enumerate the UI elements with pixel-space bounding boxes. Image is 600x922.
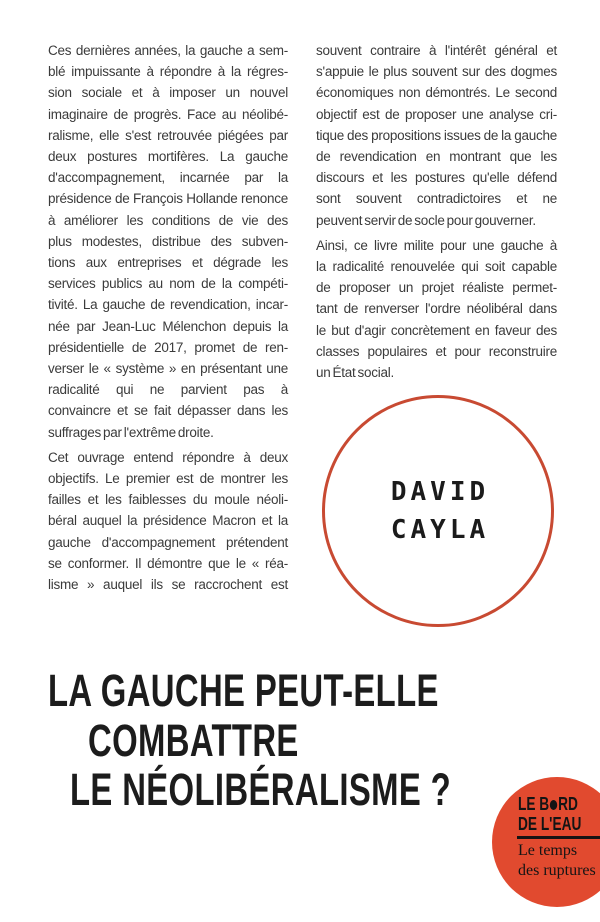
text-line: radicalité qui ne parvient pas à [48, 382, 288, 398]
text-line: discours et les postures qu'elle défend [316, 170, 557, 186]
imprint-line1: Le temps [518, 842, 578, 859]
text-line: présidentielle de 2017, promet de ren- [48, 339, 288, 355]
text-line: suffrages par l'extrême droite. [48, 424, 214, 440]
publisher-name [518, 794, 581, 833]
text-line: tant de renverser l'ordre néolibéral dans [316, 301, 557, 317]
text-line: failles et les faiblesses du moule néoli- [48, 492, 288, 508]
text-line: peuvent servir de socle pour gouverner. [316, 212, 536, 228]
text-line: gauche d'accompagnement prétendent [48, 534, 288, 550]
text-line: de revendication en montrant que les [316, 149, 557, 165]
publisher-name-line2: DE L'EAU [518, 812, 582, 834]
paragraph [48, 447, 288, 595]
author-last-name: CAYLA [390, 515, 490, 545]
text-line: plus modestes, distribue des subven- [48, 233, 288, 249]
text-line: sont souvent contradictoires et ne [316, 191, 557, 207]
text-line: Ces dernières années, la gauche a sem- [48, 43, 288, 58]
text-line: béral auquel la présidence Macron et la [48, 513, 288, 529]
text-column-left [48, 40, 288, 595]
text-line: d'accompagnement, incarnée par la [48, 170, 288, 186]
paragraph [316, 40, 557, 231]
text-line: services publics au nom de la compéti- [48, 276, 288, 292]
publisher-logo [492, 777, 600, 907]
text-line: économiques non démontrés. Le second [316, 85, 557, 101]
text-line: lisme » auquel ils se raccrochent est [48, 577, 288, 593]
text-line: un État social. [316, 365, 395, 381]
text-line: née par Jean-Luc Mélenchon depuis la [48, 318, 288, 334]
text-line: Cet ouvrage entend répondre à deux [48, 449, 288, 465]
paragraph [48, 40, 288, 443]
text-line: s'appuie le plus souvent sur des dogmes [316, 64, 557, 80]
paragraph [316, 235, 557, 383]
text-line: Ainsi, ce livre milite pour une gauche à [316, 237, 557, 253]
text-line: tique des propositions issues de la gauche [316, 127, 557, 143]
text-line: sion sociale et à imposer un nouvel [48, 85, 288, 101]
text-line: se conformer. Il démontre que le « réa- [48, 555, 288, 571]
text-line: objectifs. Le premier est de montrer les [48, 471, 288, 487]
book-title-line-2: COMBATTRE [88, 715, 299, 766]
text-line: blé impuissante à répondre à la régres- [48, 64, 288, 80]
text-line: verser le « système » en présentant une [48, 361, 288, 377]
filled-o-dot-icon [550, 800, 557, 810]
text-line: souvent contraire à l'intérêt général et [316, 43, 557, 58]
text-line: présidence de François Hollande renonce [48, 191, 288, 207]
text-line: tions aux entreprises et dégrade les [48, 255, 288, 271]
text-line: tivité. La gauche de revendication, incar- [48, 297, 288, 313]
text-line: classes populaires et pour reconstruire [316, 343, 557, 359]
book-title-line-3: LE NÉOLIBÉRALISME ? [70, 764, 452, 815]
text-line: objectif est de proposer une analyse cri- [316, 106, 557, 122]
imprint-line2: des ruptures [518, 861, 596, 879]
text-line: de proposer un projet réaliste permet- [316, 280, 557, 296]
text-line: convaincre et se fait dépasser dans les [48, 403, 288, 419]
text-line: à améliorer les conditions de vie des [48, 212, 288, 228]
text-line: imaginaire de progrès. Face au néolibé- [48, 106, 288, 122]
text-line: ralisme, elle s'est retrouvée piégées par [48, 127, 288, 143]
text-line: la radicalité renouvelée qui soit capable [316, 259, 557, 275]
publisher-imprint [518, 841, 596, 880]
text-line: le but d'agir concrètement en faveur des [316, 322, 557, 338]
book-title-line-1: LA GAUCHE PEUT-ELLE [48, 665, 439, 716]
publisher-name-line1-post: RD [558, 793, 578, 814]
author-circle [322, 395, 554, 627]
logo-divider-rule [517, 836, 600, 839]
text-line: deux postures mortifères. La gauche [48, 149, 288, 165]
publisher-name-line1-pre: LE B [518, 793, 550, 814]
text-column-right [316, 40, 557, 383]
author-first-name: DAVID [390, 477, 490, 507]
